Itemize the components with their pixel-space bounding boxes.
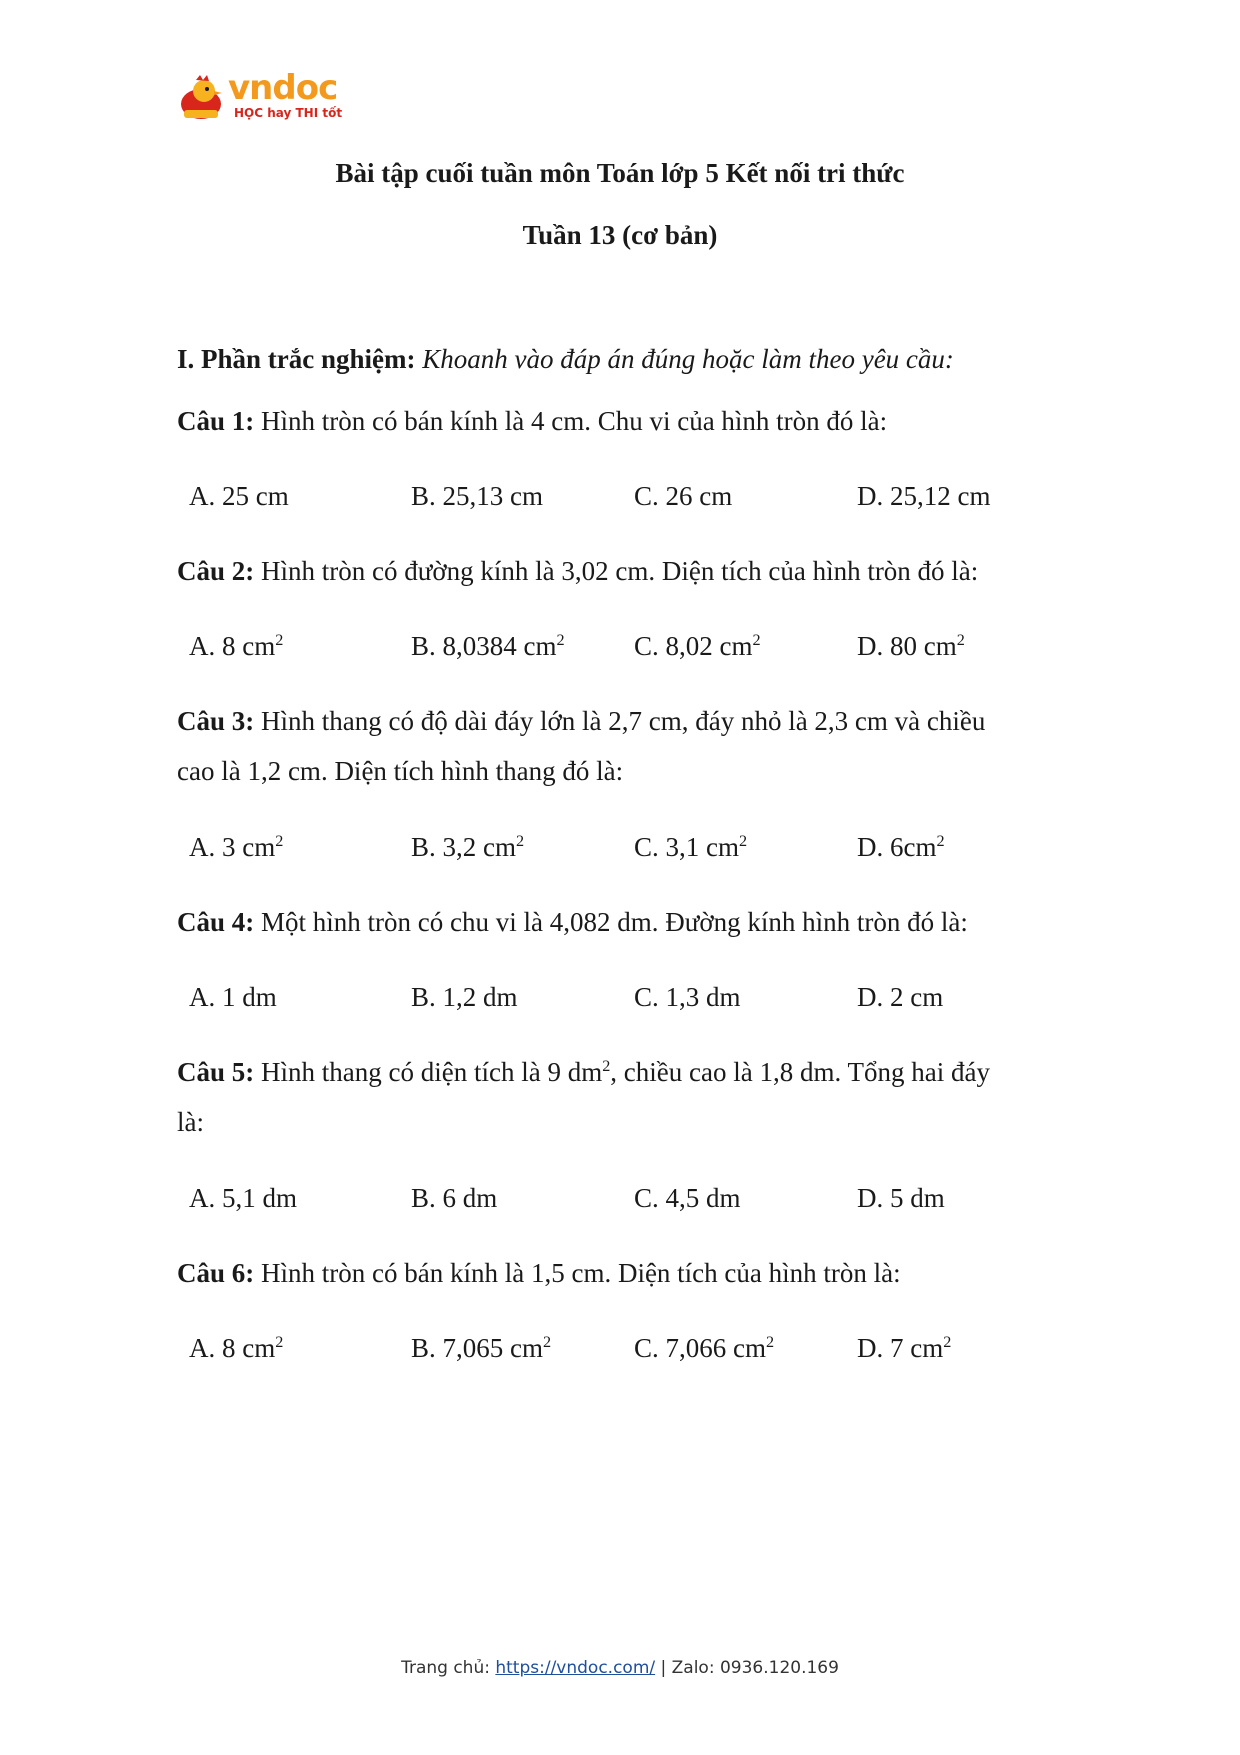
question-text: Hình thang có độ dài đáy lớn là 2,7 cm, đáy nhỏ là 2,3 cm và chiều	[261, 706, 986, 736]
question-3	[177, 706, 985, 737]
question-4-options	[189, 982, 1089, 1018]
option-a[interactable]: A. 5,1 dm	[189, 1183, 297, 1213]
option-c[interactable]: C. 7,066 $cm^2$	[634, 1333, 775, 1363]
footer-contact: | Zalo: 0936.120.169	[655, 1658, 839, 1678]
question-label: Câu 5:	[177, 1057, 255, 1087]
rooster-mascot-icon	[176, 74, 226, 124]
option-a[interactable]: A. 8 $cm^2$	[189, 1333, 284, 1363]
homepage-link[interactable]: https://vndoc.com/	[495, 1658, 656, 1678]
question-3-options	[189, 832, 1089, 868]
option-b[interactable]: B. 3,2 $cm^2$	[411, 832, 525, 862]
option-d[interactable]: D. 7 $cm^2$	[857, 1333, 952, 1363]
question-1-options	[189, 481, 1089, 517]
superscript: 2	[275, 631, 284, 649]
question-2-options	[189, 631, 1089, 667]
option-c[interactable]: C. 26 cm	[634, 481, 733, 511]
superscript: 2	[739, 832, 748, 850]
question-5-continuation: là:	[177, 1107, 204, 1137]
question-label: Câu 1:	[177, 406, 255, 436]
question-label: Câu 2:	[177, 556, 255, 586]
superscript: 2	[943, 1333, 952, 1351]
section-label: I. Phần trắc nghiệm:	[177, 344, 416, 374]
question-text: Hình tròn có bán kính là 1,5 cm. Diện tích của hình tròn là:	[261, 1258, 901, 1288]
question-6-options	[189, 1333, 1089, 1369]
document-title: Bài tập cuối tuần môn Toán lớp 5 Kết nối tri thức	[335, 158, 905, 188]
option-c[interactable]: C. 1,3 dm	[634, 982, 741, 1012]
question-label: Câu 6:	[177, 1258, 255, 1288]
option-a[interactable]: A. 25 cm	[189, 481, 289, 511]
option-b[interactable]: B. 8,0384 $cm^2$	[411, 631, 565, 661]
question-label: Câu 4:	[177, 907, 255, 937]
question-2	[177, 556, 978, 587]
option-a[interactable]: A. 3 $cm^2$	[189, 832, 284, 862]
superscript: 2	[752, 631, 761, 649]
superscript: 2	[543, 1333, 552, 1351]
option-d[interactable]: D. 25,12 cm	[857, 481, 991, 511]
question-label: Câu 3:	[177, 706, 255, 736]
superscript: 2	[275, 832, 284, 850]
superscript: 2	[275, 1333, 284, 1351]
superscript: 2	[956, 631, 965, 649]
option-d[interactable]: D. 5 dm	[857, 1183, 945, 1213]
superscript: 2	[936, 832, 945, 850]
question-5-options	[189, 1183, 1089, 1219]
option-c[interactable]: C. 8,02 $cm^2$	[634, 631, 761, 661]
option-c[interactable]: C. 4,5 dm	[634, 1183, 741, 1213]
footer-prefix: Trang chủ:	[401, 1658, 496, 1678]
option-d[interactable]: D. $6cm^2$	[857, 832, 945, 862]
question-6	[177, 1258, 901, 1289]
superscript: 2	[516, 832, 525, 850]
question-text: Hình tròn có đường kính là 3,02 cm. Diện tích của hình tròn đó là:	[261, 556, 979, 586]
option-d[interactable]: D. 80 $cm^2$	[857, 631, 965, 661]
section-instruction: Khoanh vào đáp án đúng hoặc làm theo yêu cầu:	[422, 344, 954, 374]
question-text: Hình thang có diện tích là 9 $dm^2$, chiều cao là 1,8 dm. Tổng hai đáy	[261, 1057, 990, 1087]
logo-wordmark: vndoc	[228, 68, 338, 108]
question-3-continuation: cao là 1,2 cm. Diện tích hình thang đó là:	[177, 756, 624, 786]
superscript: 2	[556, 631, 565, 649]
option-d[interactable]: D. 2 cm	[857, 982, 944, 1012]
section-heading	[177, 344, 954, 375]
option-b[interactable]: B. 1,2 dm	[411, 982, 518, 1012]
logo-tagline: HỌC hay THI tốt	[234, 106, 343, 120]
option-b[interactable]: B. 6 dm	[411, 1183, 498, 1213]
superscript: 2	[602, 1057, 611, 1075]
question-text: Một hình tròn có chu vi là 4,082 dm. Đường kính hình tròn đó là:	[261, 907, 968, 937]
document-subtitle: Tuần 13 (cơ bản)	[522, 220, 718, 250]
question-5	[177, 1057, 990, 1088]
option-c[interactable]: C. 3,1 $cm^2$	[634, 832, 748, 862]
question-1	[177, 406, 887, 437]
option-b[interactable]: B. 25,13 cm	[411, 481, 543, 511]
superscript: 2	[766, 1333, 775, 1351]
question-4	[177, 907, 968, 938]
question-text: Hình tròn có bán kính là 4 cm. Chu vi của hình tròn đó là:	[261, 406, 888, 436]
option-a[interactable]: A. 1 dm	[189, 982, 277, 1012]
page-footer	[0, 1658, 1240, 1678]
option-b[interactable]: B. 7,065 $cm^2$	[411, 1333, 552, 1363]
option-a[interactable]: A. 8 $cm^2$	[189, 631, 284, 661]
vndoc-logo	[176, 70, 346, 126]
